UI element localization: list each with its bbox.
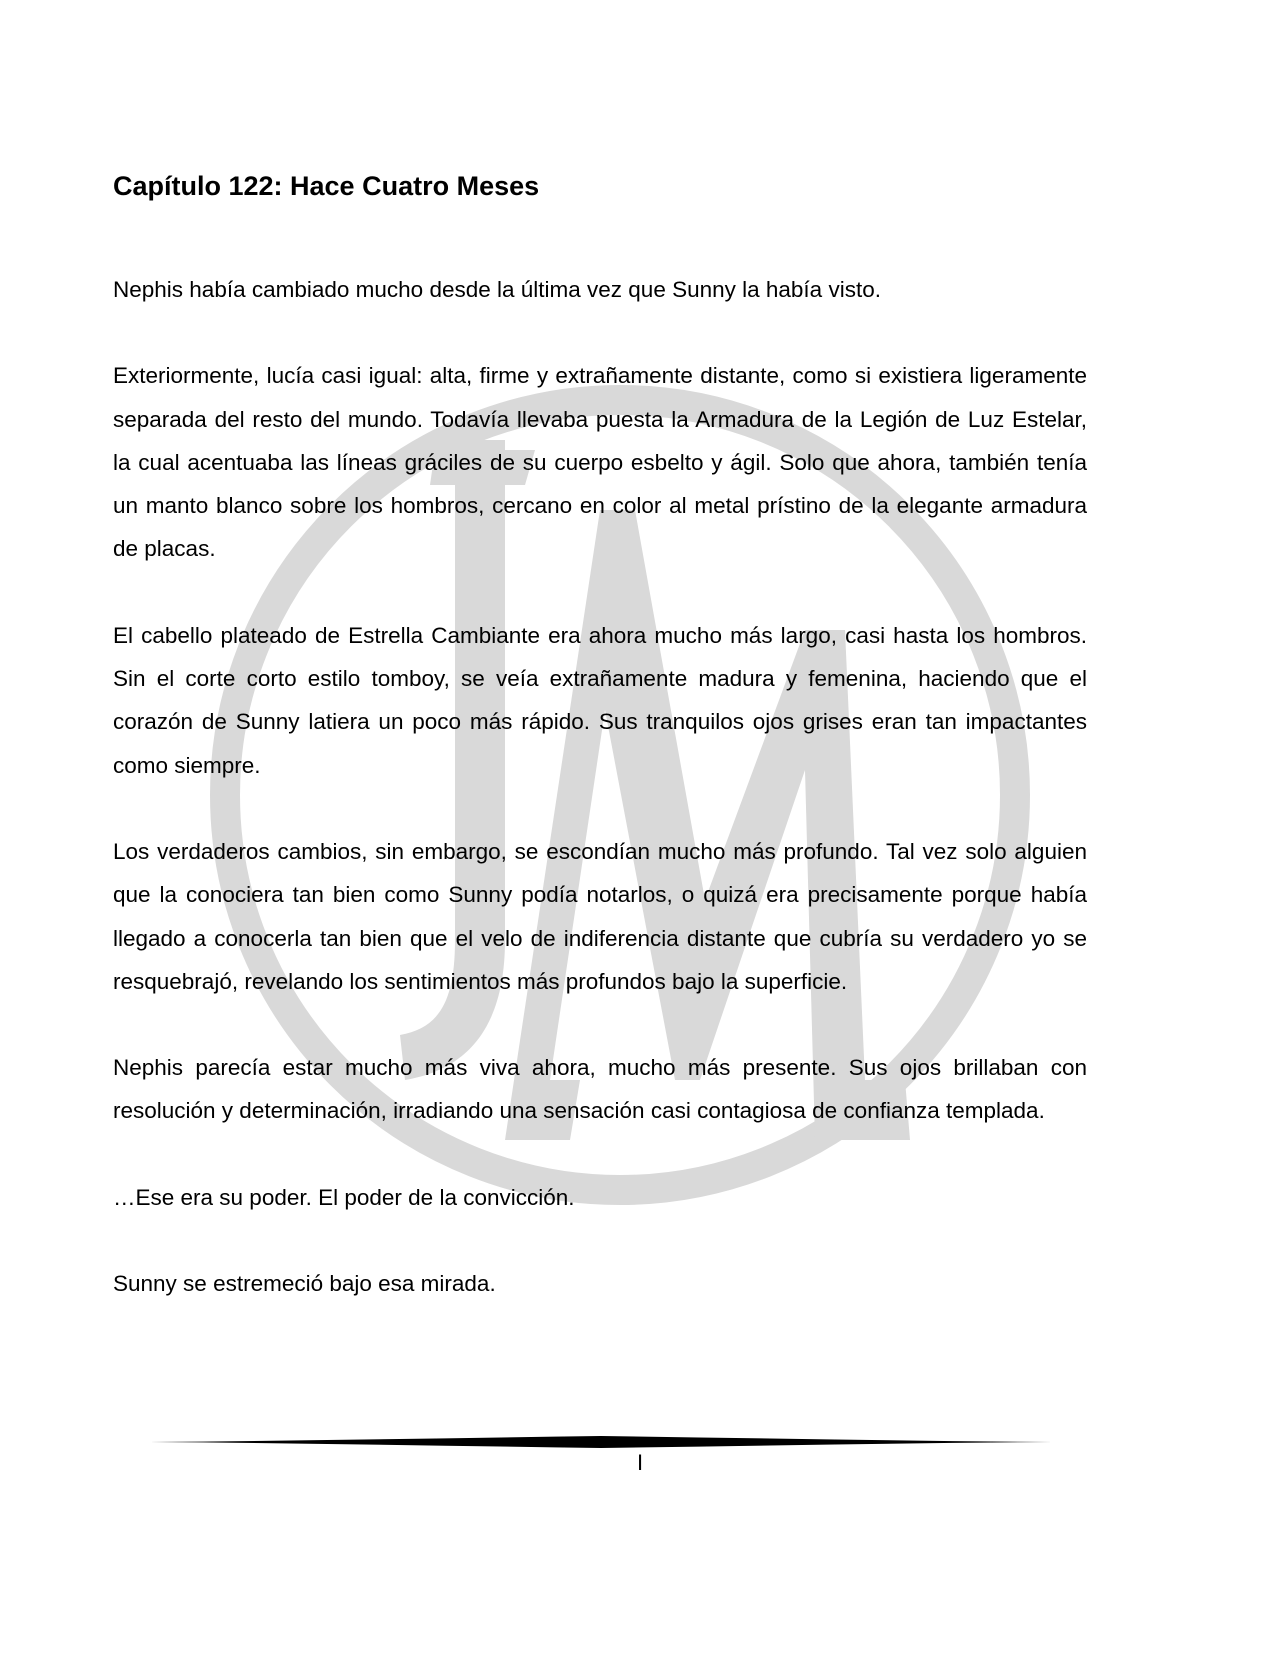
paragraph-5: Nephis parecía estar mucho más viva ahora, mucho más presente. Sus ojos brillaban con resolución y determinación, irradiando una sensación casi contagiosa de confianza templada. (113, 1055, 1087, 1124)
paragraph-1: Nephis había cambiado mucho desde la última vez que Sunny la había visto. (113, 277, 881, 302)
paragraph-7: Sunny se estremeció bajo esa mirada. (113, 1271, 496, 1297)
document-page (113, 168, 1087, 1348)
paragraph-4: Los verdaderos cambios, sin embargo, se escondían mucho más profundo. Tal vez solo alguien que la conociera tan bien como Sunny podía notarlos, o quizá era precisamente porque había llegado a conocerla tan bien que el velo de indiferencia distante que cubría su verdadero yo se resquebrajó, revelando los sentimientos más profundos bajo la superficie. (113, 838, 1087, 994)
paragraph-3: El cabello plateado de Estrella Cambiante era ahora mucho más largo, casi hasta los hombros. Sin el corte corto estilo tomboy, se veía extrañamente madura y femenina, haciendo que el corazón de Sunny latiera un poco más rápido. Sus tranquilos ojos grises eran tan impactantes como siempre. (113, 622, 1087, 778)
chapter-title: Capítulo 122: Hace Cuatro Meses (113, 171, 540, 201)
paragraph-6: …Ese era su poder. El poder de la convicción. (113, 1184, 575, 1210)
page-number: I (636, 1450, 644, 1475)
footer-divider (150, 1436, 1052, 1448)
paragraph-2: Exteriormente, lucía casi igual: alta, firme y extrañamente distante, como si existiera ligeramente separada del resto del mundo. Todavía llevaba puesta la Armadura de la Legión de Luz Estelar, la cual acentuaba las líneas gráciles de su cuerpo esbelto y ágil. Solo que ahora, también tenía un manto blanco sobre los hombros, cercano en color al metal prístino de la elegante armadura de placas. (113, 363, 1087, 562)
